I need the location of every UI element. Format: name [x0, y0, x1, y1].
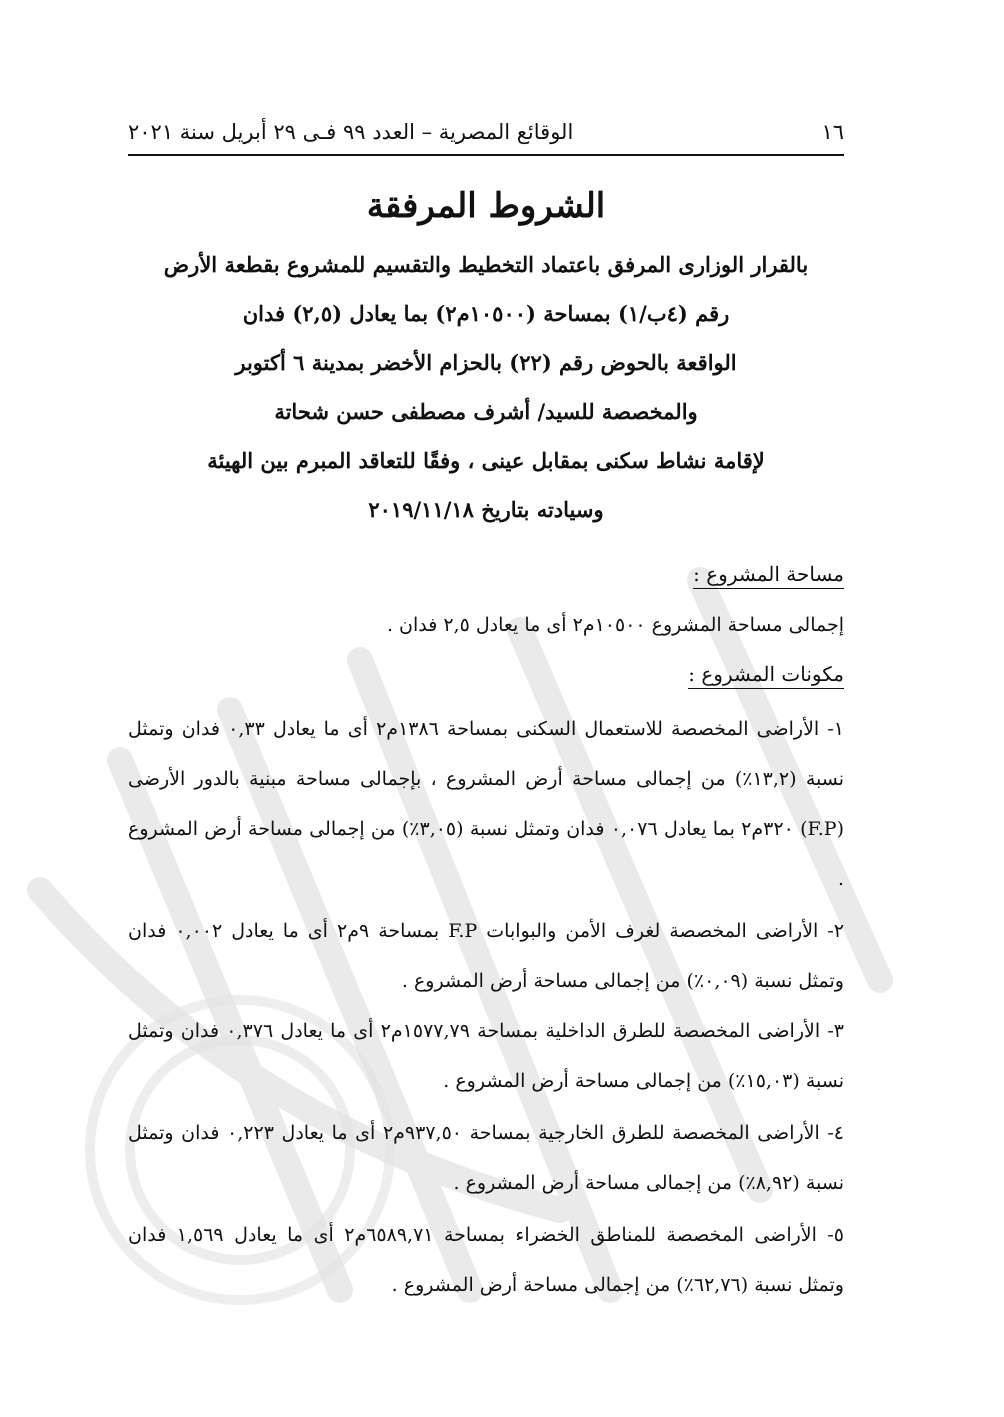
subtitle-line: لإقامة نشاط سكنى بمقابل عينى ، وفقًا للتعاقد المبرم بين الهيئة: [207, 448, 765, 473]
page-header: [128, 112, 844, 152]
component-item-internal-roads: ٣- الأراضى المخصصة للطرق الداخلية بمساحة ١٥٧٧,٧٩م٢ أى ما يعادل ٠,٣٧٦ فدان وتمثل نسبة (١٥,٠٣٪) من إجمالى مساحة أرض المشروع .: [128, 1020, 844, 1092]
subtitle-block: [128, 240, 844, 534]
component-item-green-areas: ٥- الأراضى المخصصة للمناطق الخضراء بمساحة ٦٥٨٩,٧١م٢ أى ما يعادل ١,٥٦٩ فدان وتمثل نسبة (٦٢,٧٦٪) من إجمالى مساحة أرض المشروع .: [128, 1224, 845, 1296]
subtitle-line: بالقرار الوزارى المرفق باعتماد التخطيط والتقسيم للمشروع بقطعة الأرض: [163, 252, 809, 277]
subtitle-line: رقم (٤ب/١) بمساحة (١٠٥٠٠م٢) بما يعادل (٢,٥) فدان: [242, 301, 730, 326]
component-item-security: ٢- الأراضى المخصصة لغرف الأمن والبوابات F.P بمساحة ٩م٢ أى ما يعادل ٠,٠٠٢ فدان وتمثل نسبة (٠,٠٩٪) من إجمالى مساحة أرض المشروع .: [128, 920, 845, 992]
project-area-heading: مساحة المشروع :: [128, 562, 844, 589]
project-area-text: إجمالى مساحة المشروع ١٠٥٠٠م٢ أى ما يعادل ٢,٥ فدان .: [386, 614, 844, 636]
subtitle-line: وسيادته بتاريخ ٢٠١٩/١١/١٨: [368, 497, 604, 522]
component-item-external-roads: ٤- الأراضى المخصصة للطرق الخارجية بمساحة ٩٣٧,٥٠م٢ أى ما يعادل ٠,٢٢٣ فدان وتمثل نسبة (٨,٩٢٪) من إجمالى مساحة أرض المشروع .: [128, 1122, 844, 1194]
header-divider: [128, 154, 844, 156]
subtitle-line: الواقعة بالحوض رقم (٢٢) بالحزام الأخضر بمدينة ٦ أكتوبر: [235, 350, 737, 375]
subtitle-line: والمخصصة للسيد/ أشرف مصطفى حسن شحاتة: [274, 399, 698, 424]
document-title: الشروط المرفقة: [366, 186, 606, 226]
component-item-residential: ١- الأراضى المخصصة للاستعمال السكنى بمساحة ١٣٨٦م٢ أى ما يعادل ٠,٣٣ فدان وتمثل نسبة (١٣,٢٪) من إجمالى مساحة أرض المشروع ، بإجمالى مساحة مبنية بالدور الأرضى (F.P) ٣٢٠م٢ بما يعادل ٠,٠٧٦ فدان وتمثل نسبة (٣,٠٥٪) من إجمالى مساحة أرض المشروع .: [128, 718, 844, 890]
components-heading: مكونات المشروع :: [128, 662, 844, 689]
publication-title: الوقائع المصرية – العدد ٩٩ فـى ٢٩ أبريل سنة ٢٠٢١: [128, 120, 574, 144]
page-number: ١٦: [821, 120, 844, 144]
